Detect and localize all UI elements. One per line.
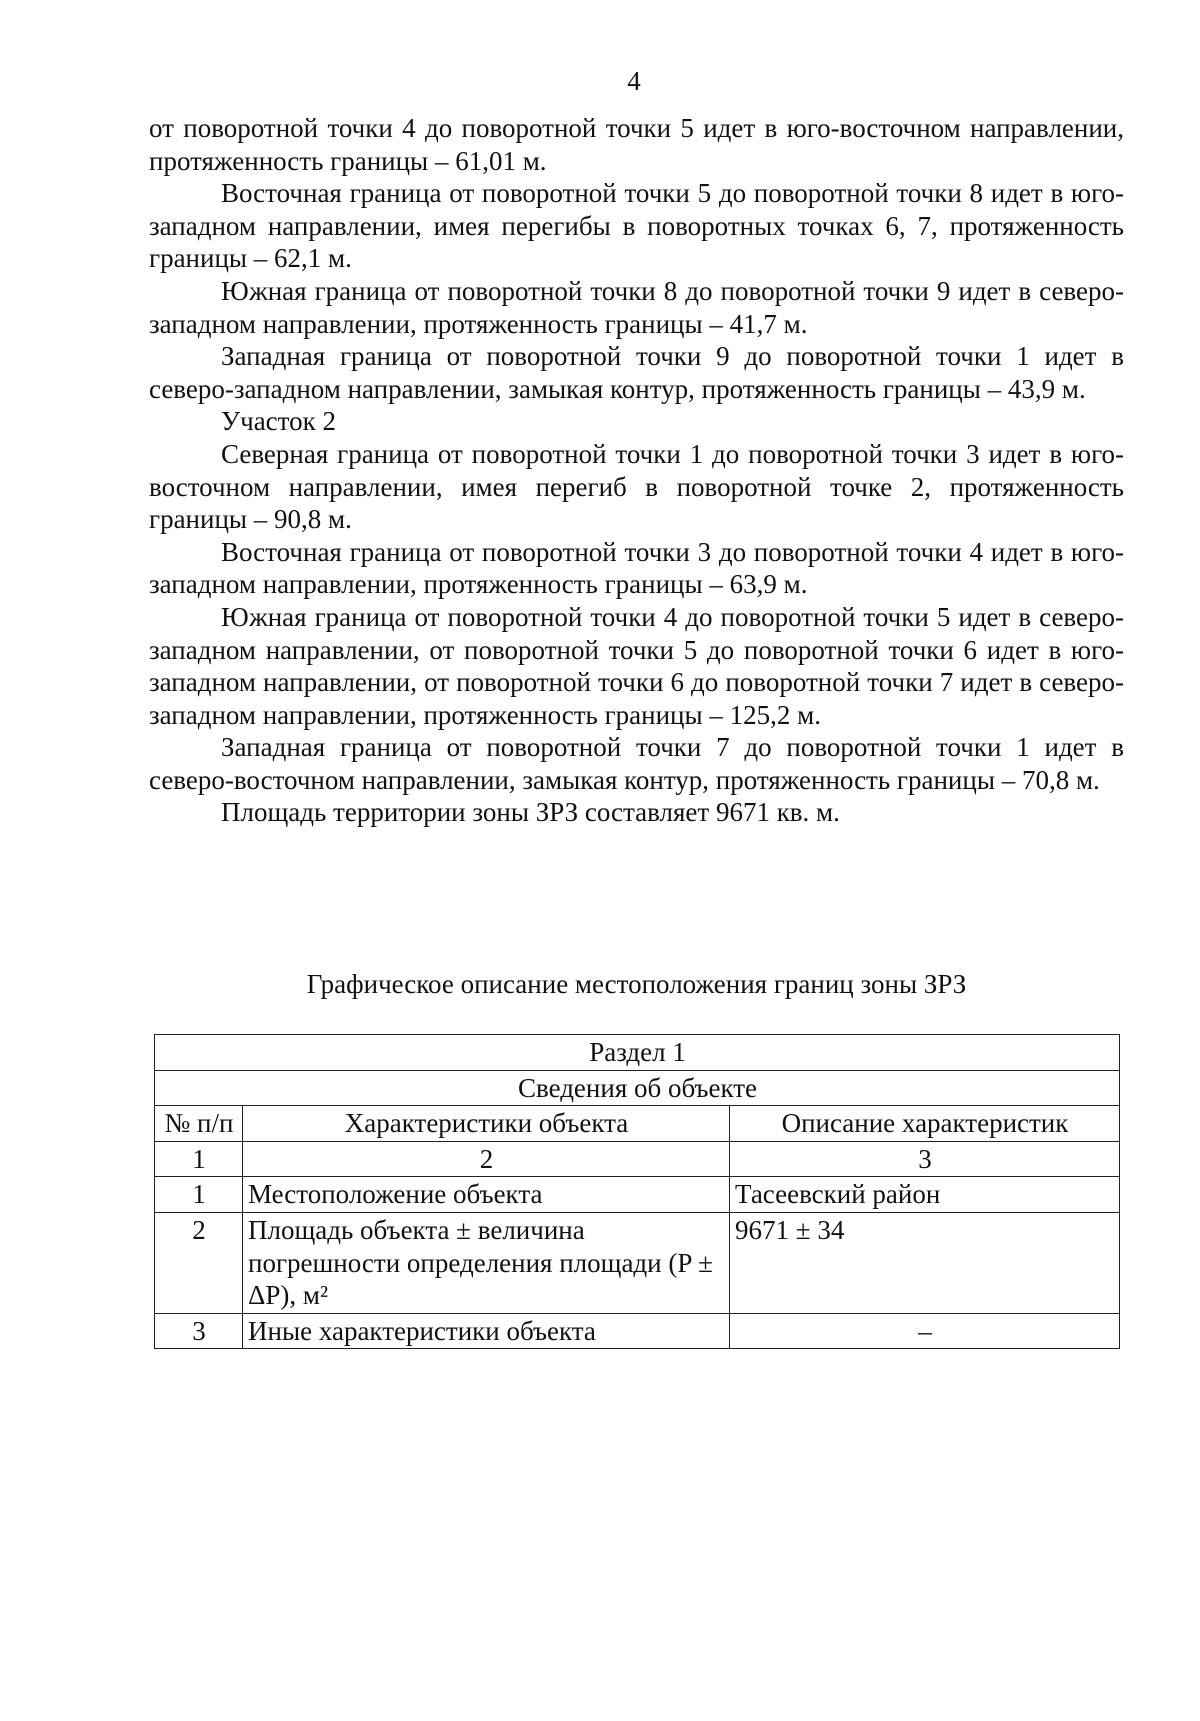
table-row [155, 1313, 1120, 1349]
column-number: 2 [243, 1141, 730, 1177]
table-row [155, 1070, 1120, 1106]
column-number: 1 [155, 1141, 243, 1177]
column-number: 3 [730, 1141, 1120, 1177]
paragraph: от поворотной точки 4 до поворотной точки 5 идет в юго-восточном направлении, протяженность границы – 61,01 м. [149, 113, 1124, 176]
section-title: Графическое описание местоположения границ зоны ЗРЗ [306, 969, 967, 999]
table-row [155, 1212, 1120, 1313]
row-number: 1 [155, 1177, 243, 1213]
paragraph: Восточная граница от поворотной точки 3 до поворотной точки 4 идет в юго-западном направлении, протяженность границы – 63,9 м. [149, 536, 1124, 600]
header-characteristic: Характеристики объекта [243, 1106, 730, 1142]
parcel-heading: Участок 2 [221, 406, 336, 437]
area-statement: Площадь территории зоны ЗРЗ составляет 9671 кв. м. [221, 797, 840, 828]
column-numbers-row [155, 1141, 1120, 1177]
table-subtitle: Сведения об объекте [155, 1070, 1120, 1106]
paragraph: Западная граница от поворотной точки 9 до поворотной точки 1 идет в северо-западном направлении, замыкая контур, протяженность границы – 43,9 м. [149, 341, 1124, 404]
paragraph: Южная граница от поворотной точки 8 до поворотной точки 9 идет в северо-западном направлении, протяженность границы – 41,7 м. [149, 275, 1124, 339]
row-number: 3 [155, 1313, 243, 1349]
body-text [149, 112, 1124, 829]
paragraph: Южная граница от поворотной точки 4 до поворотной точки 5 идет в северо-западном направлении, от поворотной точки 5 до поворотной точки 6 идет в юго-западном направлении, от поворотной точки 6 до поворотной точки 7 идет в северо-западном направлении, протяженность границы – 125,2 м. [149, 601, 1124, 730]
row-characteristic: Местоположение объекта [243, 1177, 730, 1213]
header-description: Описание характеристик [730, 1106, 1120, 1142]
table-section-title: Раздел 1 [155, 1035, 1120, 1071]
paragraph: Северная граница от поворотной точки 1 до поворотной точки 3 идет в юго-восточном направлении, имея перегиб в поворотной точке 2, протяженность границы – 90,8 м. [149, 438, 1124, 535]
page-number: 4 [627, 66, 641, 96]
row-number: 2 [155, 1212, 243, 1313]
table-header-row [155, 1106, 1120, 1142]
paragraph: Восточная граница от поворотной точки 5 до поворотной точки 8 идет в юго-западном направлении, имея перегибы в поворотных точках 6, 7, протяженность границы – 62,1 м. [149, 178, 1124, 274]
row-description: – [730, 1313, 1120, 1349]
row-characteristic: Площадь объекта ± величина погрешности определения площади (P ± ΔР), м² [243, 1212, 730, 1313]
table-row [155, 1035, 1120, 1071]
object-info-table [154, 1034, 1120, 1349]
paragraph: Западная граница от поворотной точки 7 до поворотной точки 1 идет в северо-восточном направлении, замыкая контур, протяженность границы – 70,8 м. [149, 732, 1124, 795]
row-description: 9671 ± 34 [730, 1212, 1120, 1313]
header-number: № п/п [155, 1106, 243, 1142]
table-row [155, 1177, 1120, 1213]
row-description: Тасеевский район [730, 1177, 1120, 1213]
row-characteristic: Иные характеристики объекта [243, 1313, 730, 1349]
